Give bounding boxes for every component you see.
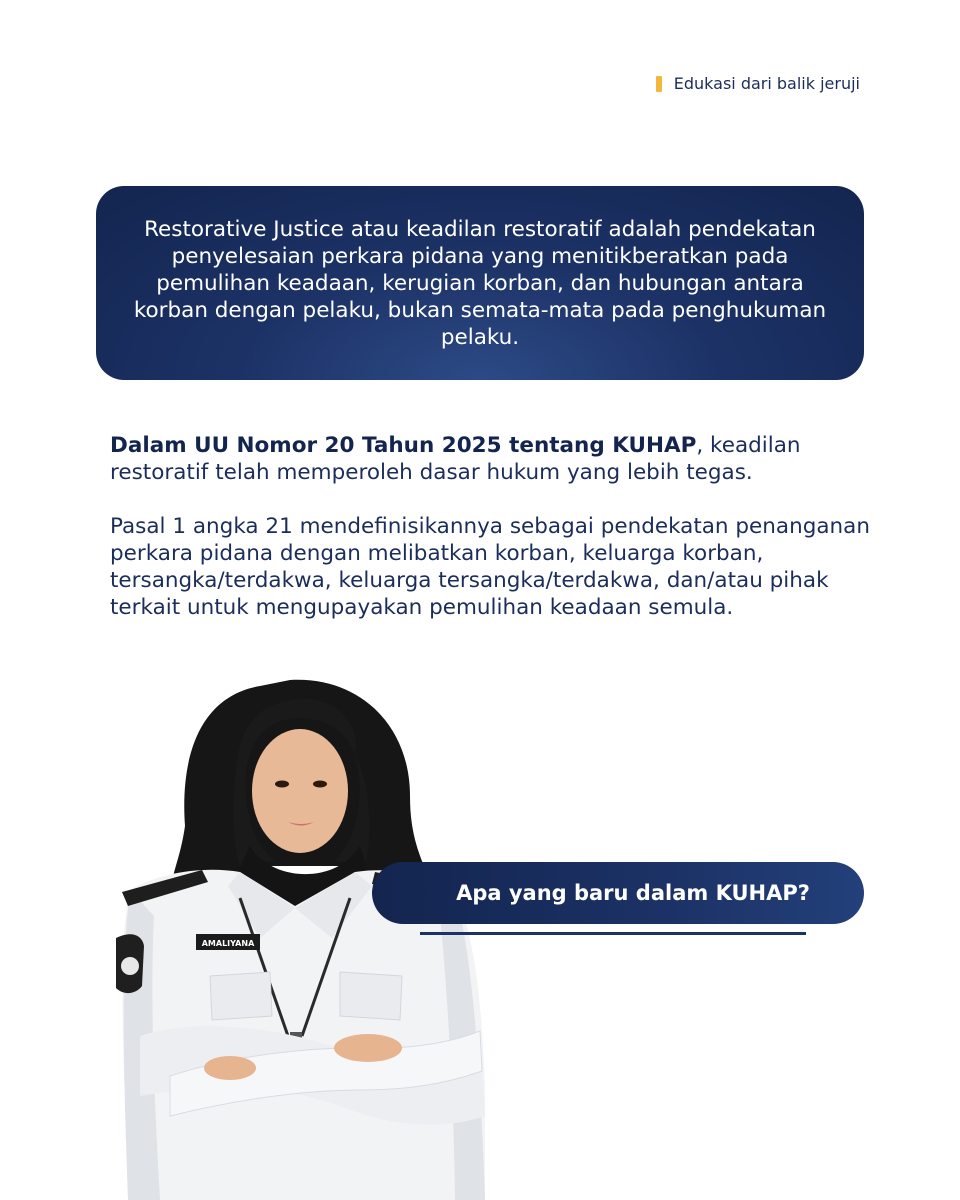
tagline-text: Edukasi dari balik jeruji (673, 74, 860, 93)
definition-text: Restorative Justice atau keadilan restoratif adalah pendekatan penyelesaian perkara pidana yang menitikberatkan pada pemulihan keadaan, kerugian korban, dan hubungan antara korban dengan pelaku, bukan semata-mata pada penghukuman pelaku. (133, 216, 827, 350)
question-label: Apa yang baru dalam KUHAP? (456, 881, 810, 905)
question-underline (420, 932, 806, 935)
paragraph-kuhap (110, 432, 870, 486)
header-tagline (656, 74, 860, 93)
paragraph-kuhap-rest: , keadilan restoratif telah memperoleh dasar hukum yang lebih tegas. (110, 433, 801, 485)
definition-box (96, 186, 864, 380)
paragraph-pasal: Pasal 1 angka 21 mendefinisikannya sebagai pendekatan penanganan perkara pidana dengan melibatkan korban, keluarga korban, tersangka/terdakwa, keluarga tersangka/terdakwa, dan/atau pihak terkait untuk mengupayakan pemulihan keadaan semula. (110, 514, 870, 620)
name-tag: AMALIYANA (201, 939, 255, 948)
question-pill (372, 862, 864, 924)
body-text (110, 432, 870, 621)
officer-photo (110, 676, 500, 1200)
accent-bar (656, 76, 662, 92)
kuhap-reference: Dalam UU Nomor 20 Tahun 2025 tentang KUHAP (110, 433, 697, 458)
